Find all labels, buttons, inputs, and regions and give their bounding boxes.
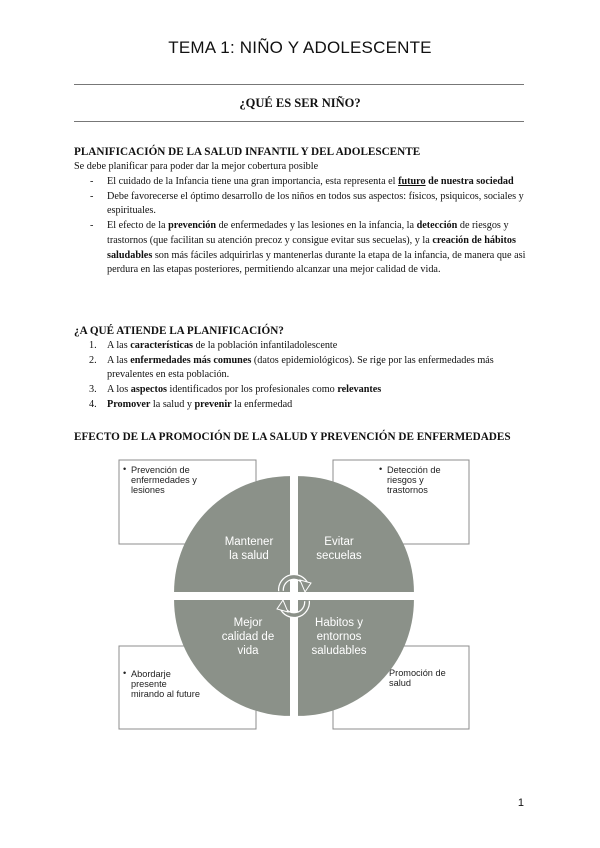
divider-bottom (74, 121, 524, 122)
divider-top (74, 84, 524, 85)
text: de riesgos y trastornos (que facilitan su atención precoz y consigue evitar sus secuelas), y la (107, 220, 509, 246)
box-bl-line2: presente (131, 679, 167, 689)
bullet-marker: - (90, 220, 94, 232)
health-promotion-diagram (110, 452, 478, 742)
section-heading-efecto: EFECTO DE LA PROMOCIÓN DE LA SALUD Y PREVENCIÓN DE ENFERMEDADES (74, 431, 511, 443)
emphasis-text: Promover (107, 398, 151, 410)
emphasis-text: enfermedades más comunes (130, 354, 252, 366)
quadrant-br-line2: entornos (316, 631, 362, 643)
list-item (74, 354, 530, 383)
emphasis-text: de nuestra sociedad (425, 176, 514, 187)
page-title: TEMA 1: NIÑO Y ADOLESCENTE (168, 38, 432, 57)
section-heading-atiende: ¿A QUÉ ATIENDE LA PLANIFICACIÓN? (74, 325, 284, 337)
quadrant-tr-line2: secuelas (316, 550, 362, 562)
emphasis-text: creación de hábitos saludables (107, 234, 516, 261)
item-number: 4. (89, 398, 97, 410)
box-tl-line1: Prevención de (131, 465, 190, 475)
box-tl-bullet: • (123, 464, 127, 474)
text: (datos epidemiológicos). Se rige por las enfermedades más prevalentes en esta población. (107, 354, 494, 381)
page-number: 1 (517, 797, 524, 809)
list-item (74, 190, 530, 219)
quadrant-tl-line1: Mantener (224, 536, 274, 548)
box-bl-line3: mirando al future (131, 689, 200, 699)
box-tl-line2: enfermedades y (131, 475, 197, 485)
quadrant-bl-line1: Mejor (233, 617, 263, 629)
list-item (74, 219, 530, 278)
item-number: 1. (89, 340, 97, 351)
emphasis-text: relevantes (337, 384, 382, 396)
box-br-line1: Promoción de (389, 668, 446, 678)
quadrant-bl-line3: vida (237, 645, 259, 657)
text: la enfermedad (231, 398, 293, 410)
text: El cuidado de la Infancia tiene una gran importancia, esta representa el (107, 176, 399, 187)
numbered-list (74, 339, 530, 413)
section-heading-planificacion: PLANIFICACIÓN DE LA SALUD INFANTIL Y DEL ADOLESCENTE (74, 146, 421, 158)
list-item (74, 339, 530, 354)
text: Debe favorecerse el óptimo desarrollo de los niños en todos sus aspectos: físicos, psiquicos, sociales y espirituales. (107, 190, 524, 217)
bullet-list (74, 175, 530, 278)
text: A las (107, 340, 131, 351)
list-item (74, 383, 530, 398)
box-tr-line1: Detección de (387, 465, 441, 475)
text: son más fáciles adquirirlas y mantenerlas durante la etapa de la infancia, de manera que asi perdura en las etapas posteriores, permitiendo alcanzar una mejor calidad de vida. (107, 249, 526, 276)
quadrant-bl-line2: calidad de (221, 631, 275, 643)
item-number: 3. (89, 384, 97, 396)
box-tr-line2: riesgos y (387, 475, 424, 485)
bullet-marker: - (90, 190, 94, 202)
list-item (74, 398, 530, 413)
section-intro: Se debe planificar para poder dar la mejor cobertura posible (74, 161, 319, 172)
quadrant-br-line1: Habitos y (315, 617, 363, 629)
box-bl-bullet: • (123, 668, 127, 678)
box-tr-bullet: • (379, 464, 383, 474)
item-number: 2. (89, 354, 97, 366)
box-tl-line3: lesiones (131, 485, 165, 495)
box-bl-line1: Abordarje (131, 669, 171, 679)
text: El efecto de la (107, 220, 169, 232)
quadrant-tr-line1: Evitar (324, 536, 354, 548)
emphasis-text: características (130, 340, 194, 351)
emphasis-text: prevención (168, 220, 217, 232)
text: la salud y (150, 398, 195, 410)
quadrant-br-line3: saludables (311, 645, 367, 657)
list-item (74, 175, 530, 190)
emphasis-text: detección (416, 220, 458, 232)
emphasis-text: prevenir (194, 398, 232, 410)
box-br-line2: salud (389, 678, 411, 688)
text: A los (107, 384, 131, 396)
quadrant-tl-line2: la salud (229, 550, 269, 562)
text: identificados por los profesionales como (167, 384, 338, 396)
emphasis-text: aspectos (130, 384, 167, 396)
text: A las (107, 354, 131, 366)
text: de la población infantiladolescente (193, 340, 338, 351)
cycle-arrows-icon (277, 577, 311, 615)
bullet-marker: - (90, 176, 94, 187)
emphasis-text: futuro (398, 176, 426, 187)
section-subtitle: ¿QUÉ ES SER NIÑO? (239, 96, 361, 110)
text: de enfermedades y las lesiones en la infancia, la (216, 220, 417, 232)
box-tr-line3: trastornos (387, 485, 428, 495)
